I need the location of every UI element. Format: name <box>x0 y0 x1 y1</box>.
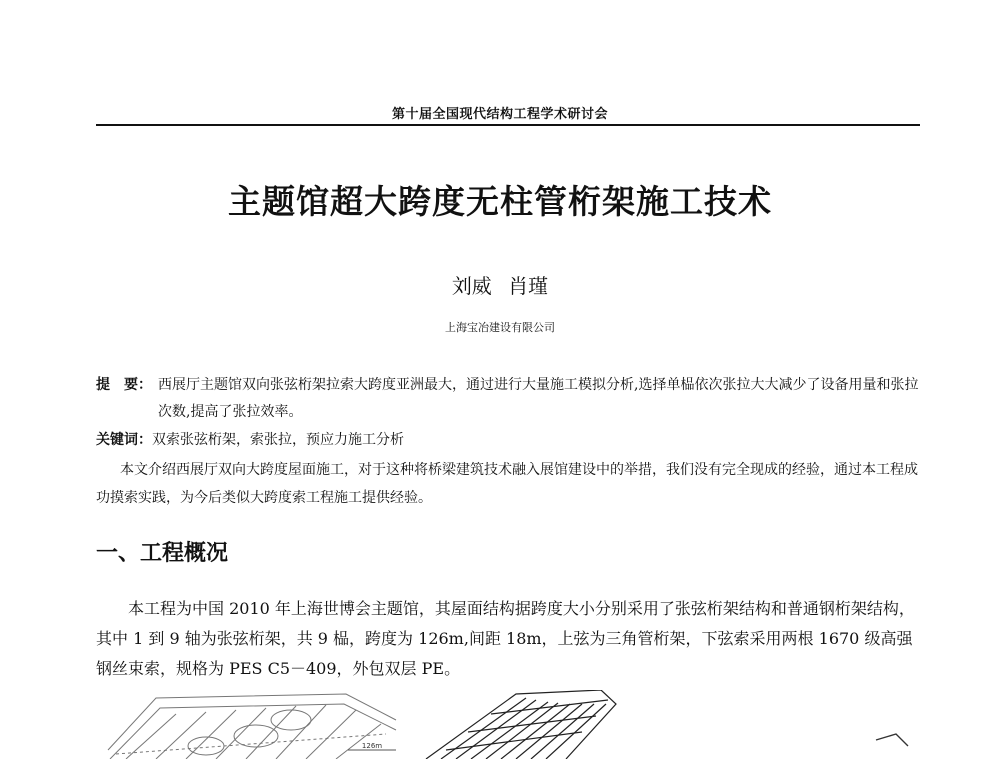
keywords-text: 双索张弦桁架，索张拉，预应力施工分析 <box>152 432 404 448</box>
figure-drawing <box>96 690 920 759</box>
affiliation: 上海宝冶建设有限公司 <box>445 321 555 334</box>
figure-truss-photos <box>96 690 920 759</box>
running-header: 第十届全国现代结构工程学术研讨会 <box>391 107 608 122</box>
authors: 刘威 肖瑾 <box>451 274 549 298</box>
abstract <box>96 372 920 426</box>
section-paragraph: 本工程为中国 2010 年上海世博会主题馆，其屋面结构据跨度大小分别采用了张弦桁架结构和普通钢桁架结构，其中 1 到 9 轴为张弦桁架，共 9 榀，跨度为 126m,间距 18m，上弦为三角管桁架，下弦索采用两根 1670 级高强钢丝束索，规格为 PES C5－409，外包双层 PE。 <box>96 599 915 678</box>
roof-grid-right <box>426 690 616 759</box>
keywords-label: 关键词： <box>96 432 152 448</box>
abstract-label: 提 要： <box>96 377 152 393</box>
truss-sketch-left <box>108 694 396 759</box>
abstract-text: 西展厅主题馆双向张弦桁架拉索大跨度亚洲最大，通过进行大量施工模拟分析,选择单榀依次张拉大大减少了设备用量和张拉次数,提高了张拉效率。 <box>158 377 919 420</box>
keywords <box>96 428 920 452</box>
dimension-label: 126m <box>361 742 383 750</box>
intro-paragraph: 本文介绍西展厅双向大跨度屋面施工，对于这种将桥梁建筑技术融入展馆建设中的举措，我们没有完全现成的经验，通过本工程成功摸索实践，为今后类似大跨度索工程施工提供经验。 <box>96 462 918 506</box>
header-rule <box>96 124 920 126</box>
figure-fragment <box>876 734 908 746</box>
section-heading: 一、工程概况 <box>96 541 229 566</box>
paper-title: 主题馆超大跨度无柱管桁架施工技术 <box>228 182 772 221</box>
